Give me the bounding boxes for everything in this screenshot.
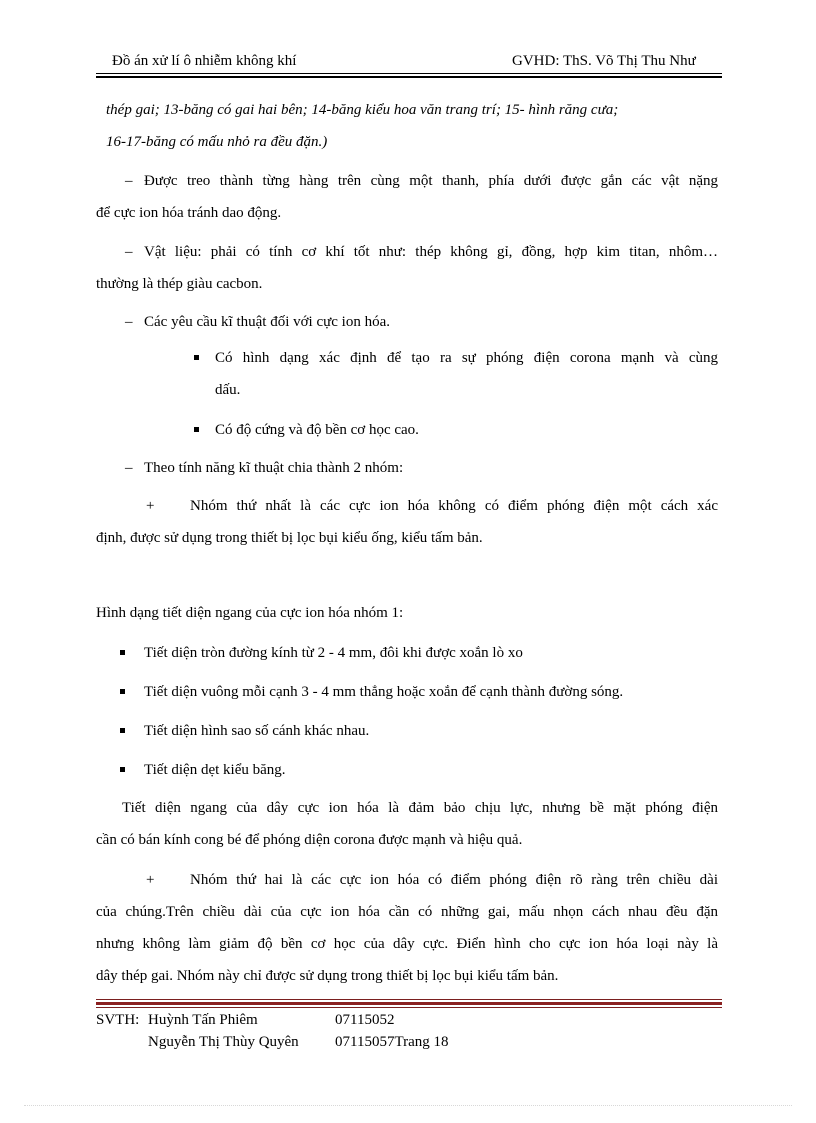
paragraph-line: dây thép gai. Nhóm này chỉ được sử dụng trong thiết bị lọc bụi kiểu tấm bản. — [96, 968, 559, 984]
dash-bullet: – — [125, 314, 133, 330]
student-id: 07115052 — [335, 1012, 395, 1028]
dash-bullet: – — [125, 460, 133, 476]
list-item: Tiết diện vuông mỗi cạnh 3 - 4 mm thẳng hoặc xoắn để cạnh thành đường sóng. — [144, 684, 624, 700]
paragraph-line: nhưng không làm giảm độ bền cơ học của dây cực. Điển hình cho cực ion hóa loại này là — [96, 936, 718, 952]
dash-bullet: – — [125, 173, 133, 189]
footer-rule — [96, 999, 722, 1000]
paragraph-line: Vật liệu: phải có tính cơ khí tốt như: thép không gỉ, đồng, hợp kim titan, nhôm… — [144, 244, 718, 260]
paragraph-line: thường là thép giàu cacbon. — [96, 276, 263, 292]
footer-rule-thick — [96, 1002, 722, 1005]
square-bullet-icon — [194, 355, 199, 360]
paragraph-line: Nhóm thứ nhất là các cực ion hóa không có điểm phóng điện một cách xác — [190, 498, 718, 514]
footer-rule — [96, 1007, 722, 1008]
list-item: Tiết diện tròn đường kính từ 2 - 4 mm, đôi khi được xoắn lò xo — [144, 645, 523, 661]
paragraph-line: cần có bán kính cong bé để phóng diện corona được mạnh và hiệu quả. — [96, 832, 523, 848]
requirement-line: dấu. — [215, 382, 241, 398]
paragraph-line: Theo tính năng kĩ thuật chia thành 2 nhóm: — [144, 460, 404, 476]
square-bullet-icon — [120, 767, 125, 772]
dash-bullet: – — [125, 244, 133, 260]
paragraph-line: định, được sử dụng trong thiết bị lọc bụi kiểu ống, kiểu tấm bản. — [96, 530, 483, 546]
square-bullet-icon — [120, 689, 125, 694]
header-advisor: GVHD: ThS. Võ Thị Thu Như — [512, 53, 696, 69]
student-name: Nguyễn Thị Thùy Quyên — [148, 1034, 299, 1050]
square-bullet-icon — [194, 427, 199, 432]
list-item: Tiết diện hình sao số cánh khác nhau. — [144, 723, 370, 739]
paragraph-line: Các yêu cầu kĩ thuật đối với cực ion hóa. — [144, 314, 390, 330]
square-bullet-icon — [120, 650, 125, 655]
requirement-line: Có hình dạng xác định để tạo ra sự phóng điện corona mạnh và cùng — [215, 350, 718, 366]
footer-label: SVTH: — [96, 1012, 140, 1028]
paragraph-line: Tiết diện ngang của dây cực ion hóa là đảm bảo chịu lực, nhưng bề mặt phóng điện — [122, 800, 718, 816]
caption-line: 16-17-băng có mấu nhỏ ra đều đặn.) — [106, 134, 328, 150]
plus-bullet: + — [146, 872, 155, 888]
student-name: Huỳnh Tấn Phiêm — [148, 1012, 258, 1028]
caption-line: thép gai; 13-băng có gai hai bên; 14-băng kiểu hoa văn trang trí; 15- hình răng cưa; — [106, 102, 619, 118]
paragraph-line: Nhóm thứ hai là các cực ion hóa có điểm phóng điện rõ ràng trên chiều dài — [190, 872, 718, 888]
section-heading: Hình dạng tiết diện ngang của cực ion hóa nhóm 1: — [96, 605, 404, 621]
paragraph-line: để cực ion hóa tránh dao động. — [96, 205, 282, 221]
square-bullet-icon — [120, 728, 125, 733]
student-id-page-number: 07115057Trang 18 — [335, 1034, 449, 1050]
header-rule-thick — [96, 76, 722, 78]
list-item: Tiết diện dẹt kiểu băng. — [144, 762, 286, 778]
requirement-line: Có độ cứng và độ bền cơ học cao. — [215, 422, 419, 438]
header-title: Đồ án xử lí ô nhiễm không khí — [112, 53, 297, 69]
header-rule — [96, 73, 722, 74]
paragraph-line: Được treo thành từng hàng trên cùng một thanh, phía dưới được gắn các vật nặng — [144, 173, 718, 189]
page-bottom-divider — [24, 1105, 792, 1106]
paragraph-line: của chúng.Trên chiều dài của cực ion hóa cần có những gai, mấu nhọn cách nhau đều đặn — [96, 904, 718, 920]
plus-bullet: + — [146, 498, 155, 514]
